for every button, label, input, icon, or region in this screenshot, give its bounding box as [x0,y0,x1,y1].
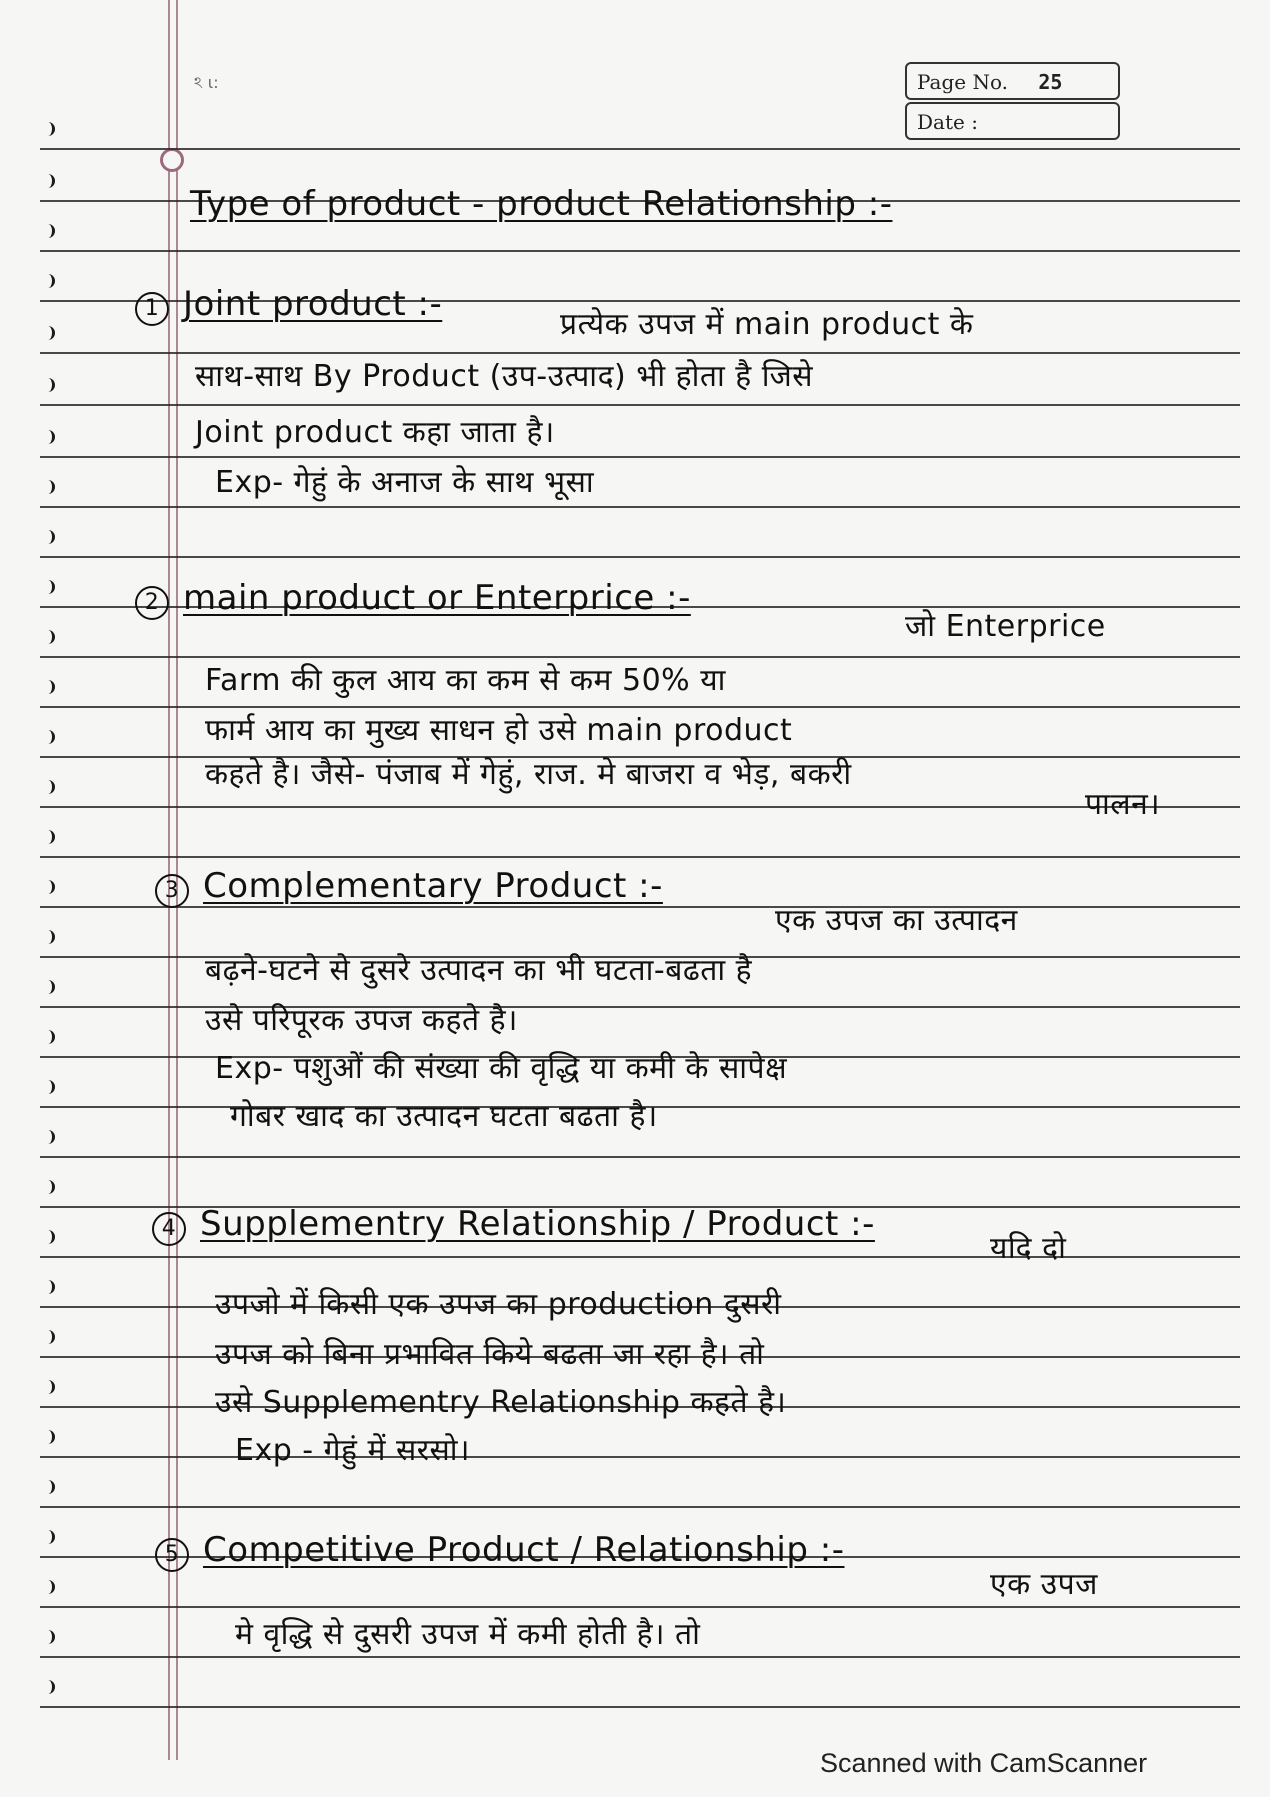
section-2-heading: main product or Enterprice :- [183,578,691,618]
margin-ring-mark [160,148,184,172]
binding-hole [40,1480,55,1494]
section-3-number: 3 [155,874,189,908]
section-5-line-2: मे वृद्धि से दुसरी उपज में कमी होती है। तो [235,1617,701,1652]
section-5-line-1: एक उपज [990,1567,1098,1602]
section-2-line-2: Farm की कुल आय का कम से कम 50% या [205,663,726,698]
section-5-heading-row [155,1530,844,1572]
binding-hole [40,224,55,238]
binding-hole [40,1580,55,1594]
section-5-number: 5 [155,1538,189,1572]
section-3-line-5: गोबर खाद का उत्पादन घटता बढता है। [230,1099,658,1134]
binding-hole [40,430,55,444]
binding-hole [40,480,55,494]
ruled-line [40,250,1240,252]
section-2-line-1: जो Enterprice [905,609,1106,644]
ruled-line [40,1506,1240,1508]
binding-hole [40,1380,55,1394]
section-3-line-2: बढ़ने-घटने से दुसरे उत्पादन का भी घटता-बढता है [205,953,753,988]
ruled-line [40,1606,1240,1608]
section-2-line-3: फार्म आय का मुख्य साधन हो उसे main product [205,713,793,748]
ruled-line [40,456,1240,458]
scanner-watermark: Scanned with CamScanner [820,1748,1148,1778]
binding-hole [40,378,55,392]
section-1-example: Exp- गेहुं के अनाज के साथ भूसा [215,465,595,500]
section-2-line-4: कहते है। जैसे- पंजाब में गेहुं, राज. मे बाजरा व भेड़, बकरी [205,757,852,792]
ruled-line [40,1706,1240,1708]
binding-hole [40,930,55,944]
ruled-line [40,148,1240,150]
binding-hole [40,174,55,188]
binding-hole [40,1130,55,1144]
section-3-line-3: उसे परिपूरक उपज कहते है। [205,1003,518,1038]
binding-hole [40,274,55,288]
section-1-heading: Joint product :- [183,284,443,324]
section-3-heading: Complementary Product :- [203,866,663,906]
binding-hole [40,122,55,136]
ruled-line [40,1456,1240,1458]
binding-hole [40,1630,55,1644]
section-4-example: Exp - गेहुं में सरसो। [235,1433,470,1468]
ruled-line [40,506,1240,508]
section-2-heading-row [135,578,691,620]
section-3-line-1: एक उपज का उत्पादन [775,903,1018,938]
binding-hole [40,730,55,744]
spiral-binding [8,20,38,1760]
section-4-line-4: उसे Supplementry Relationship कहते है। [215,1385,787,1420]
binding-hole [40,680,55,694]
section-4-heading-row [152,1204,875,1246]
page-number-box [905,62,1120,100]
section-1-line-3: Joint product कहा जाता है। [195,415,555,450]
section-3-heading-row [155,866,663,908]
binding-hole [40,1180,55,1194]
binding-hole [40,830,55,844]
section-4-number: 4 [152,1212,186,1246]
binding-hole [40,580,55,594]
binding-hole [40,1680,55,1694]
binding-hole [40,880,55,894]
section-3-line-4: Exp- पशुओं की संख्या की वृद्धि या कमी के सापेक्ष [215,1051,788,1086]
ruled-line [40,1656,1240,1658]
section-4-heading: Supplementry Relationship / Product :- [200,1204,875,1244]
section-4-line-2: उपजो में किसी एक उपज का production दुसरी [215,1287,782,1322]
binding-hole [40,1330,55,1344]
binding-hole [40,1280,55,1294]
binding-hole [40,630,55,644]
corner-mark: ঽ ɩ: [194,73,219,92]
date-label: Date : [917,110,978,134]
section-1-number: 1 [135,292,169,326]
page-title: Type of product - product Relationship :- [190,184,893,224]
ruled-line [40,404,1240,406]
binding-hole [40,530,55,544]
binding-hole [40,1530,55,1544]
binding-hole [40,326,55,340]
section-4-line-1: यदि दो [990,1231,1067,1266]
ruled-line [40,856,1240,858]
ruled-line [40,806,1240,808]
binding-hole [40,780,55,794]
binding-hole [40,1430,55,1444]
section-2-number: 2 [135,586,169,620]
page-number-value: 25 [1038,70,1063,94]
section-1-heading-row [135,284,442,326]
section-5-heading: Competitive Product / Relationship :- [203,1530,845,1570]
binding-hole [40,980,55,994]
section-1-line-1: प्रत्येक उपज में main product के [560,307,974,342]
page-number-label: Page No. [917,70,1009,94]
ruled-line [40,1156,1240,1158]
section-4-line-3: उपज को बिना प्रभावित किये बढता जा रहा है। तो [215,1337,765,1372]
binding-hole [40,1080,55,1094]
ruled-line [40,556,1240,558]
section-1-line-2: साथ-साथ By Product (उप-उत्पाद) भी होता है जिसे [195,359,814,394]
section-2-line-5: पालन। [1085,787,1161,822]
date-box [905,102,1120,140]
binding-hole [40,1230,55,1244]
binding-hole [40,1030,55,1044]
